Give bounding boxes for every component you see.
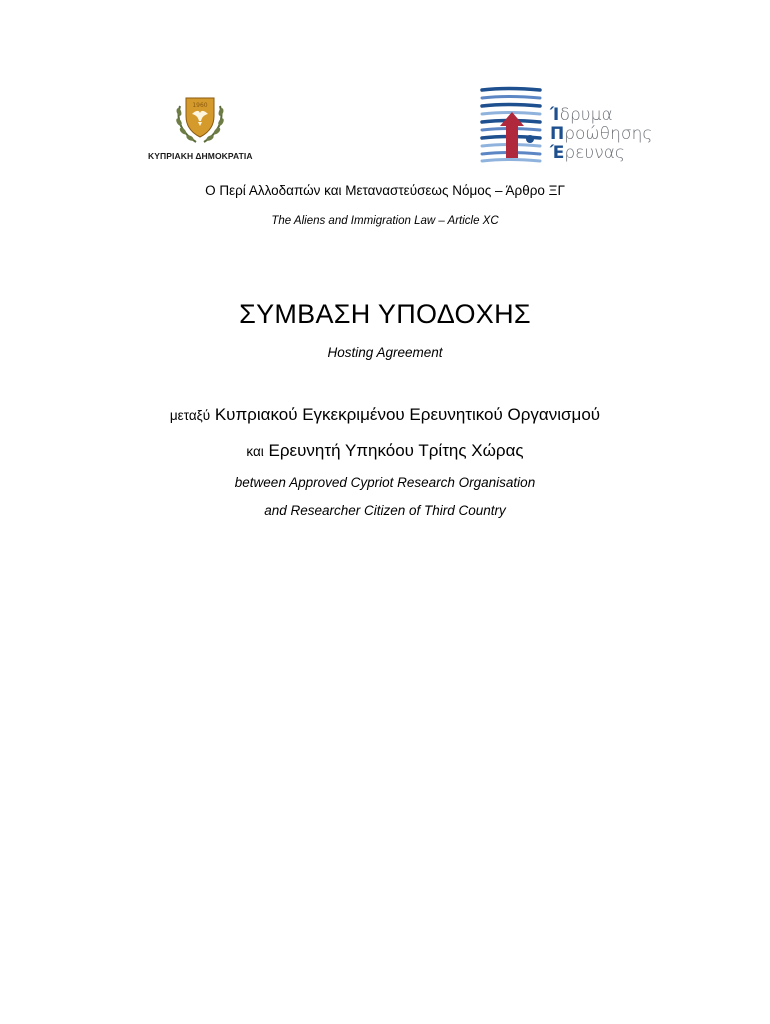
cyprus-emblem: [148, 92, 252, 164]
parties-greek-line-2: και Ερευνητή Υπηκόου Τρίτης Χώρας: [246, 441, 524, 460]
rpf-arrow-icon: [478, 86, 544, 166]
cyprus-emblem-label: ΚΥΠΡΙΑΚΗ ΔΗΜΟΚΡΑΤΙΑ: [148, 151, 253, 161]
rpf-logo: [478, 86, 658, 168]
document-title-english: Hosting Agreement: [327, 345, 443, 360]
law-title-english: The Aliens and Immigration Law – Article XC: [271, 215, 499, 227]
document-title-greek: ΣΥΜΒΑΣΗ ΥΠΟΔΟΧΗΣ: [239, 299, 531, 329]
law-title-greek: Ο Περί Αλλοδαπών και Μεταναστεύσεως Νόμος – Άρθρο ΞΓ: [205, 183, 565, 198]
parties-english-line-2: and Researcher Citizen of Third Country: [264, 503, 506, 518]
rpf-logo-text: Ίδρυμα Προώθησης Έρευνας: [550, 105, 653, 163]
cyprus-coat-of-arms-icon: [172, 92, 228, 148]
parties-english-line-1: between Approved Cypriot Research Organisation: [234, 475, 536, 490]
svg-text:1960: 1960: [192, 102, 208, 109]
parties-greek-line-1: μεταξύ Κυπριακού Εγκεκριμένου Ερευνητικού Οργανισμού: [169, 405, 601, 424]
